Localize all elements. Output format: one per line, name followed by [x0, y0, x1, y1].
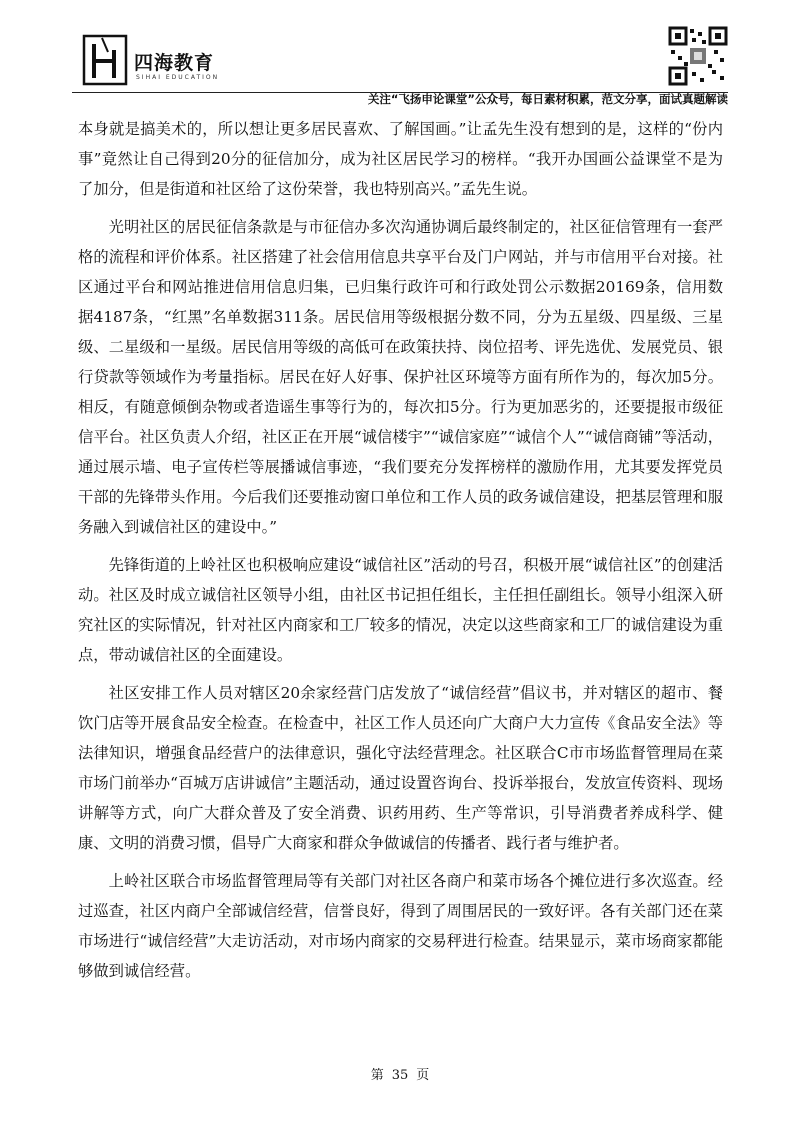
sihai-logo-icon	[82, 34, 128, 86]
paragraph: 本身就是搞美术的，所以想让更多居民喜欢、了解国画。”让孟先生没有想到的是，这样的“份内事”竟然让自己得到20分的征信加分，成为社区居民学习的榜样。“我开办国画公益课堂不是为了加分，但是街道和社区给了这份荣誉，我也特别高兴。”孟先生说。	[78, 120, 723, 198]
paragraph: 上岭社区联合市场监督管理局等有关部门对社区各商户和菜市场各个摊位进行多次巡查。经过巡查，社区内商户全部诚信经营，信誉良好，得到了周围居民的一致好评。各有关部门还在菜市场进行“诚信经营”大走访活动，对市场内商家的交易秤进行检查。结果显示，菜市场商家都能够做到诚信经营。	[78, 872, 723, 980]
header-divider	[72, 92, 728, 93]
paragraph: 先锋街道的上岭社区也积极响应建设“诚信社区”活动的号召，积极开展“诚信社区”的创建活动。社区及时成立诚信社区领导小组，由社区书记担任组长，主任担任副组长。领导小组深入研究社区的实际情况，针对社区内商家和工厂较多的情况，决定以这些商家和工厂的诚信建设为重点，带动诚信社区的全面建设。	[78, 556, 723, 664]
page-footer	[0, 1064, 800, 1083]
paragraph: 社区安排工作人员对辖区20余家经营门店发放了“诚信经营”倡议书，并对辖区的超市、餐饮门店等开展食品安全检查。在检查中，社区工作人员还向广大商户大力宣传《食品安全法》等法律知识，增强食品经营户的法律意识，强化守法经营理念。社区联合C市市场监督管理局在菜市场门前举办“百城万店讲诚信”主题活动，通过设置咨询台、投诉举报台，发放宣传资料、现场讲解等方式，向广大群众普及了安全消费、识药用药、生产等常识，引导消费者养成科学、健康、文明的消费习惯，倡导广大商家和群众争做诚信的传播者、践行者与维护者。	[78, 684, 723, 852]
header-tagline: 关注“飞扬申论课堂”公众号，每日素材积累，范文分享，面试真题解读	[367, 92, 728, 106]
page-number-prefix: 第	[370, 1068, 384, 1083]
page-number: 35	[391, 1068, 409, 1083]
page-number-suffix: 页	[416, 1068, 430, 1083]
logo-text: 四海教育	[134, 52, 215, 74]
page-header	[72, 20, 728, 106]
document-body	[78, 114, 723, 994]
logo-subtitle: SIHAI EDUCATION	[136, 74, 220, 81]
paragraph: 光明社区的居民征信条款是与市征信办多次沟通协调后最终制定的，社区征信管理有一套严格的流程和评价体系。社区搭建了社会信用信息共享平台及门户网站，并与市信用平台对接。社区通过平台和网站推进信用信息归集，已归集行政许可和行政处罚公示数据20169条，信用数据4187条，“红黑”名单数据311条。居民信用等级根据分数不同，分为五星级、四星级、三星级、二星级和一星级。居民信用等级的高低可在政策扶持、岗位招考、评先选优、发展党员、银行贷款等领域作为考量指标。居民在好人好事、保护社区环境等方面有所作为的，每次加5分。相反，有随意倾倒杂物或者造谣生事等行为的，每次扣5分。行为更加恶劣的，还要提报市级征信平台。社区负责人介绍，社区正在开展“诚信楼宇”“诚信家庭”“诚信个人”“诚信商铺”等活动，通过展示墙、电子宣传栏等展播诚信事迹，“我们要充分发挥榜样的激励作用，尤其要发挥党员干部的先锋带头作用。今后我们还要推动窗口单位和工作人员的政务诚信建设，把基层管理和服务融入到诚信社区的建设中。”	[78, 218, 723, 536]
qr-code-icon	[668, 26, 728, 86]
